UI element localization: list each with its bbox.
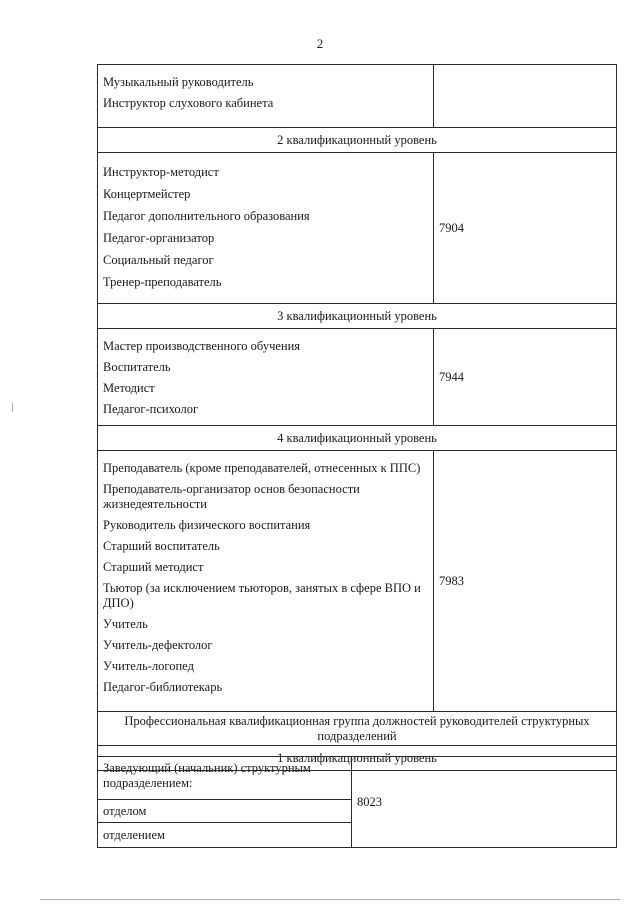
list-item: Преподаватель (кроме преподавателей, отнесенных к ППС) — [103, 461, 421, 475]
salary-code: 7983 — [434, 451, 617, 712]
list-item: Инструктор слухового кабинета — [103, 96, 274, 110]
list-item: Инструктор-методист — [103, 165, 219, 179]
level-header: 4 квалификационный уровень — [98, 426, 617, 451]
table-row — [98, 65, 617, 128]
list-item: Педагог-библиотекарь — [103, 680, 223, 694]
salary-code: 7904 — [434, 153, 617, 304]
list-item: Руководитель физического воспитания — [103, 518, 311, 532]
table-row — [98, 426, 617, 451]
group-header: Профессиональная квалификационная группа должностей руководителей структурных подразделений — [98, 712, 617, 746]
list-item: Социальный педагог — [103, 253, 214, 267]
salary-code-cell — [434, 65, 617, 128]
list-item: Педагог-организатор — [103, 231, 215, 245]
sub-unit-department: отделом — [98, 800, 352, 823]
qualification-table — [97, 64, 617, 771]
level-header: 3 квалификационный уровень — [98, 304, 617, 329]
list-item: Преподаватель-организатор основ безопасности жизнедеятельности — [103, 482, 360, 511]
table-row — [98, 153, 617, 304]
list-item: Учитель — [103, 617, 148, 631]
table-row — [98, 329, 617, 426]
table-row — [98, 757, 617, 800]
table-row — [98, 304, 617, 329]
list-item: Старший воспитатель — [103, 539, 220, 553]
list-item: Концертмейстер — [103, 187, 191, 201]
position-list — [98, 329, 434, 426]
list-item: Музыкальный руководитель — [103, 75, 254, 89]
level-header: 2 квалификационный уровень — [98, 128, 617, 153]
salary-code: 7944 — [434, 329, 617, 426]
head-label: Заведующий (начальник) структурным подразделением: — [98, 757, 352, 800]
sub-unit-division: отделением — [98, 823, 352, 848]
scan-artifact-left — [12, 402, 13, 412]
list-item: Воспитатель — [103, 360, 171, 374]
table-row — [98, 451, 617, 712]
list-item: Педагог дополнительного образования — [103, 209, 310, 223]
position-list — [98, 153, 434, 304]
list-item: Методист — [103, 381, 155, 395]
list-item: Учитель-логопед — [103, 659, 194, 673]
list-item: Мастер производственного обучения — [103, 339, 301, 353]
page-number: 2 — [316, 36, 324, 51]
list-item: Педагог-психолог — [103, 402, 199, 416]
list-item: Тьютор (за исключением тьюторов, занятых в сфере ВПО и ДПО) — [103, 581, 421, 610]
head-table — [97, 756, 617, 848]
salary-code: 8023 — [352, 757, 617, 848]
position-list — [98, 451, 434, 712]
position-list — [98, 65, 434, 128]
list-item: Учитель-дефектолог — [103, 638, 213, 652]
scan-artifact-bottom — [40, 899, 620, 900]
list-item: Тренер-преподаватель — [103, 275, 222, 289]
list-item: Старший методист — [103, 560, 204, 574]
table-row — [98, 128, 617, 153]
table-row — [98, 712, 617, 746]
level-header: 1 квалификационный уровень — [98, 746, 617, 771]
